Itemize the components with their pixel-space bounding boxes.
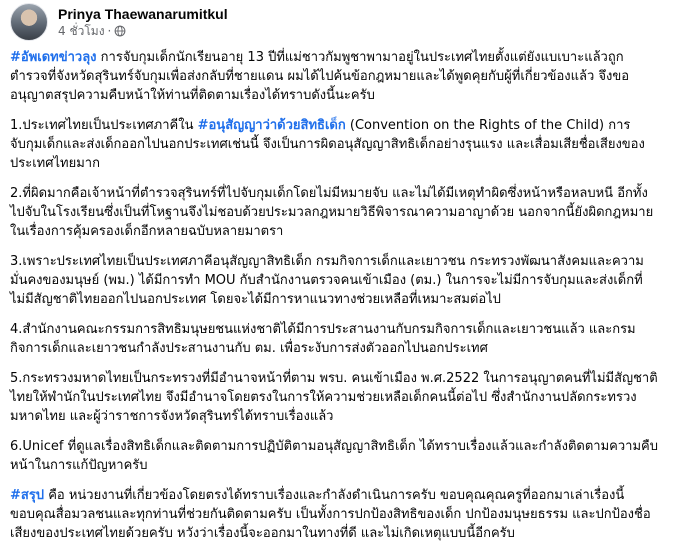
hashtag-crc[interactable]: #อนุสัญญาว่าด้วยสิทธิเด็ก <box>197 118 346 133</box>
paragraph-1-after: (Convention on the Rights of the Child) การจับกุมเด็กและส่งเด็กออกไปนอกประเทศเช่นนี้ จึงเป็นการผิดอนุสัญญาสิทธิเด็กอย่างรุนแรง และเสื่อมเสียชื่อเสียงของประเทศไทยมาก <box>10 118 645 171</box>
paragraph-intro-text: การจับกุมเด็กนักเรียนอายุ 13 ปีที่แม่ชาวกัมพูชาพามาอยู่ในประเทศไทยตั้งแต่ยังแบเบาะแล้วถูกตำรวจที่จังหวัดสุรินทร์จับกุมเพื่อส่งกลับที่ชายแดน ผมได้ไปค้นข้อกฎหมายและได้พูดคุยกับผู้ที่เกี่ยวข้องแล้ว จึงขออนุญาตสรุปความคืบหน้าให้ท่านที่ติดตามเรื่องได้ทราบดังนี้นะครับ <box>10 50 630 103</box>
paragraph-4: 4.สำนักงานคณะกรรมการสิทธิมนุษยชนแห่งชาติได้มีการประสานงานกับกรมกิจการเด็กและเยาวชนแล้ว และกรมกิจการเด็กและเยาวชนกำลังประสานงานกับ ตม. เพื่อระงับการส่งตัวออกไปนอกประเทศ <box>10 322 636 356</box>
post-header <box>10 0 663 44</box>
hashtag-news-update[interactable]: #อัพเดทข่าวลุง <box>10 50 97 65</box>
post-subline <box>58 23 228 39</box>
paragraph-1-before: 1.ประเทศไทยเป็นประเทศภาคีใน <box>10 118 198 133</box>
paragraph-5: 5.กระทรวงมหาดไทยเป็นกระทรวงที่มีอำนาจหน้าที่ตาม พรบ. คนเข้าเมือง พ.ศ.2522 ในการอนุญาตคนที่ไม่มีสัญชาติไทยให้พำนักในประเทศไทย จึงมีอำนาจโดยตรงในการให้ความช่วยเหลือเด็กคนนี้ต่อไป ซึ่งสำนักงานปลัดกระทรวงมหาดไทย และผู้ว่าราชการจังหวัดสุรินทร์ได้ทราบเรื่องแล้ว <box>10 371 658 424</box>
paragraph-1 <box>10 116 660 173</box>
paragraph-intro <box>10 48 660 105</box>
hashtag-summary[interactable]: #สรุป <box>10 488 45 503</box>
author-avatar[interactable] <box>10 3 48 41</box>
author-name[interactable]: Prinya Thaewanarumitkul <box>58 6 228 22</box>
post-body <box>10 48 660 543</box>
post-time[interactable]: 4 ชั่วโมง <box>58 24 105 38</box>
post-meta <box>58 5 228 39</box>
globe-icon[interactable] <box>114 25 126 37</box>
paragraph-2: 2.ที่ผิดมากคือเจ้าหน้าที่ตำรวจสุรินทร์ที่ไปจับกุมเด็กโดยไม่มีหมายจับ และไม่ได้มีเหตุทำผิดซึ่งหน้าหรือหลบหนี อีกทั้งไปจับในโรงเรียนซึ่งเป็นที่โหฐานจึงไม่ชอบด้วยประมวลกฎหมายวิธีพิจารณาความอาญาด้วย นอกจากนี้ยังผิดกฎหมายในเรื่องการคุ้มครองเด็กอีกหลายฉบับหลายมาตรา <box>10 186 654 239</box>
paragraph-summary-text: คือ หน่วยงานที่เกี่ยวข้องโดยตรงได้ทราบเรื่องและกำลังดำเนินการครับ ขอบคุณคุณครูที่ออกมาเล่าเรื่องนี้ ขอบคุณสื่อมวลชนและทุกท่านที่ช่วยกันติดตามครับ เป็นทั้งการปกป้องสิทธิของเด็ก ปกป้องมนุษยธรรม และปกป้องชื่อเสียงของประเทศไทยด้วยครับ หวังว่าเรื่องนี้จะออกมาในทางที่ดี และไม่เกิดเหตุแบบนี้อีกครับ <box>10 488 651 541</box>
paragraph-summary <box>10 486 660 543</box>
paragraph-3: 3.เพราะประเทศไทยเป็นประเทศภาคีอนุสัญญาสิทธิเด็ก กรมกิจการเด็กและเยาวชน กระทรวงพัฒนาสังคมและความมั่นคงของมนุษย์ (พม.) ได้มีการทำ MOU กับสำนักงานตรวจคนเข้าเมือง (ตม.) ในการจะไม่มีการจับกุมและส่งเด็กที่ไม่มีสัญชาติไทยออกไปนอกประเทศ โดยจะได้มีการหาแนวทางช่วยเหลือที่เหมาะสมต่อไป <box>10 254 644 307</box>
paragraph-6: 6.Unicef ที่ดูแลเรื่องสิทธิเด็กและติดตามการปฏิบัติตามอนุสัญญาสิทธิเด็ก ได้ทราบเรื่องแล้วและกำลังติดตามความคืบหน้าในการแก้ปัญหาครับ <box>10 439 658 473</box>
separator-dot: · <box>107 24 112 38</box>
